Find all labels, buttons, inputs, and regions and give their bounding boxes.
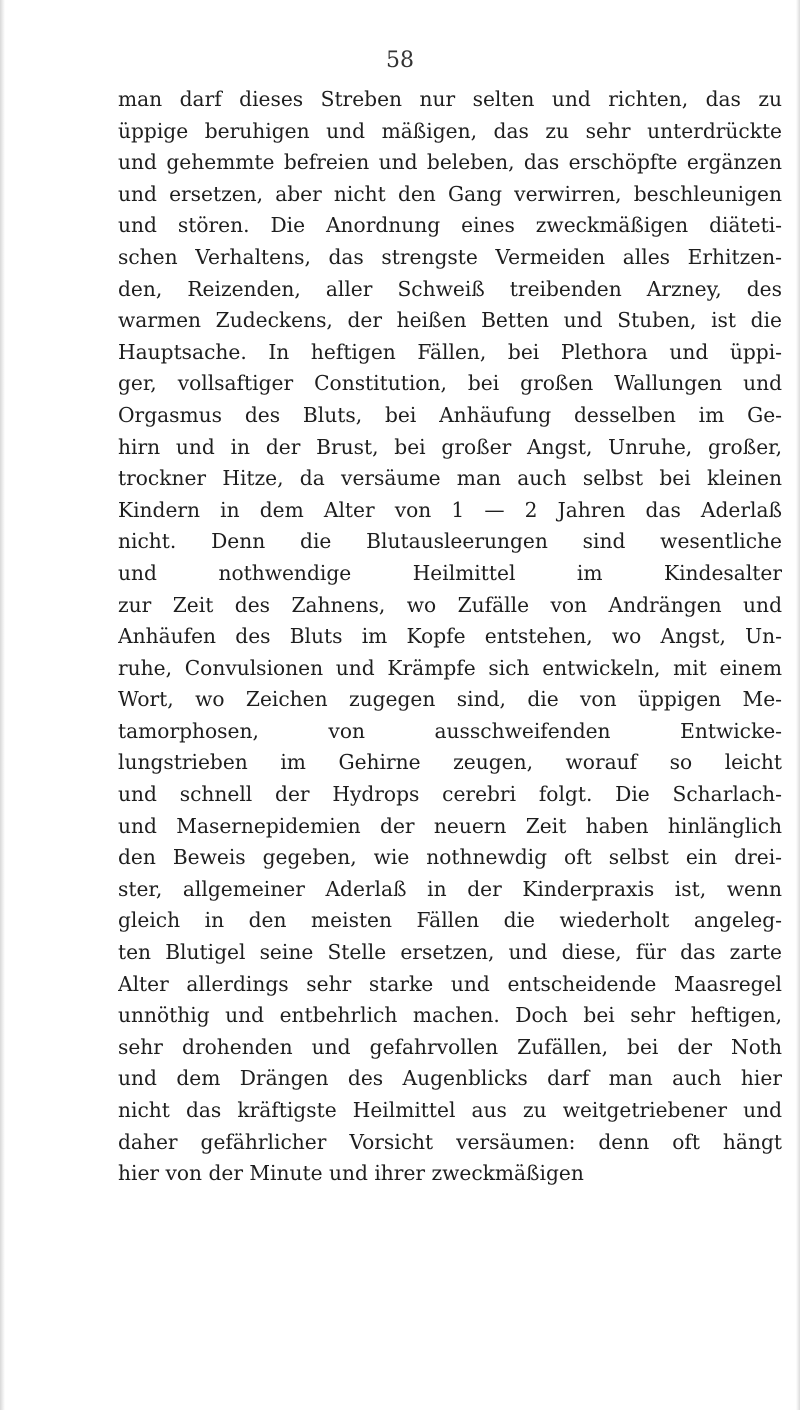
text-line: und stören. Die Anordnung eines zweckmäßigen diäteti- xyxy=(118,213,782,238)
text-line: zur Zeit des Zahnens, wo Zufälle von Andrängen und xyxy=(118,592,782,617)
page-number: 58 xyxy=(386,48,414,73)
text-line: tamorphosen, von ausschweifenden Entwicke- xyxy=(118,718,782,743)
text-line: hirn und in der Brust, bei großer Angst, Unruhe, großer, xyxy=(118,434,782,459)
body-text xyxy=(118,84,782,1190)
page-left-edge-shadow xyxy=(0,0,5,1410)
text-line: daher gefährlicher Vorsicht versäumen: denn oft hängt xyxy=(118,1129,782,1154)
text-line: Anhäufen des Bluts im Kopfe entstehen, wo Angst, Un- xyxy=(118,624,782,649)
text-line: Alter allerdings sehr starke und entscheidende Maasregel xyxy=(118,971,782,996)
text-line: Kindern in dem Alter von 1 — 2 Jahren das Aderlaß xyxy=(118,497,782,522)
text-line: und ersetzen, aber nicht den Gang verwirren, beschleunigen xyxy=(118,181,782,206)
text-line: den Beweis gegeben, wie nothnewdig oft selbst ein drei- xyxy=(118,845,782,870)
text-line: den, Reizenden, aller Schweiß treibenden Arzney, des xyxy=(118,276,782,301)
text-line: trockner Hitze, da versäume man auch selbst bei kleinen xyxy=(118,466,782,491)
page-right-edge-shadow xyxy=(796,0,800,1410)
text-line: unnöthig und entbehrlich machen. Doch bei sehr heftigen, xyxy=(118,1003,782,1028)
text-line: ruhe, Convulsionen und Krämpfe sich entwickeln, mit einem xyxy=(118,655,782,680)
text-line: sehr drohenden und gefahrvollen Zufällen, bei der Noth xyxy=(118,1034,782,1059)
text-line: ten Blutigel seine Stelle ersetzen, und diese, für das zarte xyxy=(118,940,782,965)
text-line: und nothwendige Heilmittel im Kindesalter xyxy=(118,560,782,585)
text-line: und gehemmte befreien und beleben, das erschöpfte ergänzen xyxy=(118,150,782,175)
text-line: warmen Zudeckens, der heißen Betten und Stuben, ist die xyxy=(118,308,782,333)
text-line: man darf dieses Streben nur selten und richten, das zu xyxy=(118,87,782,111)
text-line: hier von der Minute und ihrer zweckmäßigen xyxy=(118,1161,584,1186)
text-line: und dem Drängen des Augenblicks darf man auch hier xyxy=(118,1066,782,1091)
text-line: ster, allgemeiner Aderlaß in der Kinderpraxis ist, wenn xyxy=(118,876,782,901)
text-line: Hauptsache. In heftigen Fällen, bei Plethora und üppi- xyxy=(118,339,782,364)
text-line: gleich in den meisten Fällen die wiederholt angeleg- xyxy=(118,908,782,933)
text-line: nicht das kräftigste Heilmittel aus zu weitgetriebener und xyxy=(118,1098,782,1122)
text-line: und Masernepidemien der neuern Zeit haben hinlänglich xyxy=(118,813,782,838)
text-line: nicht. Denn die Blutausleerungen sind wesentliche xyxy=(118,529,782,554)
text-line: Wort, wo Zeichen zugegen sind, die von üppigen Me- xyxy=(118,687,782,712)
text-line: Orgasmus des Bluts, bei Anhäufung desselben im Ge- xyxy=(118,402,782,427)
text-line: lungstrieben im Gehirne zeugen, worauf so leicht xyxy=(118,750,782,775)
text-line: üppige beruhigen und mäßigen, das zu sehr unterdrückte xyxy=(118,118,782,143)
text-line: ger, vollsaftiger Constitution, bei großen Wallungen und xyxy=(118,371,782,396)
text-line: schen Verhaltens, das strengste Vermeiden alles Erhitzen- xyxy=(118,244,782,269)
text-line: und schnell der Hydrops cerebri folgt. Die Scharlach- xyxy=(118,782,782,807)
